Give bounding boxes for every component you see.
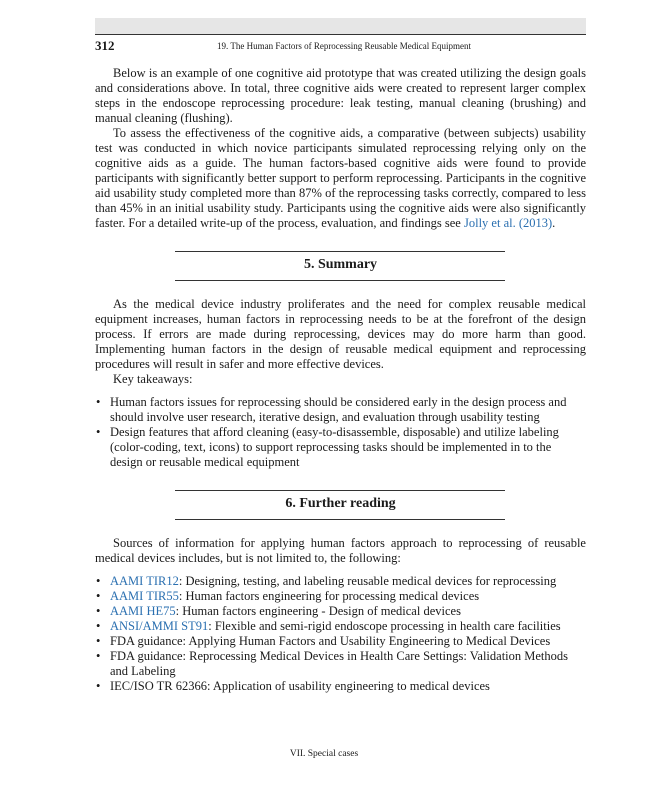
list-item: [95, 604, 586, 619]
bullet-icon: •: [96, 425, 101, 439]
bullet-icon: •: [96, 604, 101, 618]
running-title: 19. The Human Factors of Reprocessing Reusable Medical Equipment: [217, 41, 472, 51]
page-footer: VII. Special cases: [289, 749, 359, 759]
paragraph-usability-test: [95, 126, 586, 231]
list-item-text: : Flexible and semi-rigid endoscope processing in health care facilities: [208, 619, 561, 633]
list-item: [95, 649, 586, 679]
reading-list: [95, 574, 586, 694]
section-heading-summary: [95, 251, 586, 281]
takeaways-list: [95, 395, 586, 470]
list-item: [95, 619, 586, 634]
rule-bottom: [175, 519, 505, 520]
bullet-icon: •: [96, 619, 101, 633]
section-title: 6. Further reading: [285, 496, 396, 511]
header-band: [95, 18, 586, 34]
bullet-icon: •: [96, 574, 101, 588]
list-item-text: FDA guidance: Reprocessing Medical Devices in Health Care Settings: Validation Methods and Labeling: [110, 649, 569, 678]
reading-link[interactable]: ANSI/AMMI ST91: [110, 619, 209, 633]
page-body: [95, 66, 586, 694]
bullet-icon: •: [96, 395, 101, 409]
reading-link[interactable]: AAMI TIR55: [110, 589, 179, 603]
list-item: [95, 589, 586, 604]
reading-link[interactable]: AAMI TIR12: [110, 574, 179, 588]
rule-top: [175, 490, 505, 491]
list-item: [95, 425, 586, 470]
section-heading-further-reading: [95, 490, 586, 520]
list-item-text: Design features that afford cleaning (easy-to-disassemble, disposable) and utilize labeling (color-coding, text, icons) to support reprocessing tasks should be implemented in to the design or reusable medical equipment: [110, 425, 559, 469]
rule-bottom: [175, 280, 505, 281]
page-number: 312: [95, 38, 115, 53]
list-item-text: : Human factors engineering for processing medical devices: [178, 589, 480, 603]
list-item-text: : Designing, testing, and labeling reusable medical devices for reprocessing: [178, 574, 557, 588]
list-item: [95, 574, 586, 589]
list-item: [95, 395, 586, 425]
bullet-icon: •: [96, 589, 101, 603]
list-item-text: FDA guidance: Applying Human Factors and Usability Engineering to Medical Devices: [110, 634, 551, 648]
paragraph-cognitive-aid: Below is an example of one cognitive aid prototype that was created utilizing the design goals and considerations above. In total, three cognitive aids were created to represent larger complex steps in the endoscope reprocessing procedure: leak testing, manual cleaning (brushing) and manual cleaning (flushing).: [95, 66, 586, 125]
paragraph-summary: As the medical device industry proliferates and the need for complex reusable medical equipment increases, human factors in reprocessing needs to be at the forefront of the design process. If errors are made during reprocessing, devices may do more harm than good. Implementing human factors in the design of reusable medical equipment and reprocessing procedures will result in safer and more effective devices.: [95, 297, 586, 371]
rule-top: [175, 251, 505, 252]
reading-link[interactable]: AAMI HE75: [110, 604, 176, 618]
period: .: [552, 216, 556, 230]
bullet-icon: •: [96, 679, 101, 693]
paragraph-text: To assess the effectiveness of the cognitive aids, a comparative (between subjects) usability test was conducted in which novice participants simulated reprocessing relying only on the cognitive aids as a guide. The human factors-based cognitive aids were found to provide participants with significantly better support to perform reprocessing. Participants in the cognitive aid usability study completed more than 87% of the reprocessing tasks correctly, compared to less than 45% in an initial usability study. Participants using the cognitive aids were also significantly faster. For a detailed write-up of the process, evaluation, and findings see: [95, 126, 586, 230]
paragraph-further-reading: Sources of information for applying human factors approach to reprocessing of reusable medical devices includes, but is not limited to, the following:: [95, 536, 586, 565]
list-item-text: : Human factors engineering - Design of medical devices: [175, 604, 461, 618]
key-takeaways-label: Key takeaways:: [113, 372, 193, 386]
list-item-text: IEC/ISO TR 62366: Application of usability engineering to medical devices: [110, 679, 490, 693]
list-item: [95, 679, 586, 694]
list-item: [95, 634, 586, 649]
bullet-icon: •: [96, 649, 101, 663]
list-item-text: Human factors issues for reprocessing should be considered early in the design process and should involve user research, iterative design, and evaluation through usability testing: [110, 395, 567, 424]
bullet-icon: •: [96, 634, 101, 648]
page-header: [95, 34, 586, 55]
section-title: 5. Summary: [303, 257, 378, 272]
citation-link[interactable]: Jolly et al. (2013): [463, 216, 553, 230]
